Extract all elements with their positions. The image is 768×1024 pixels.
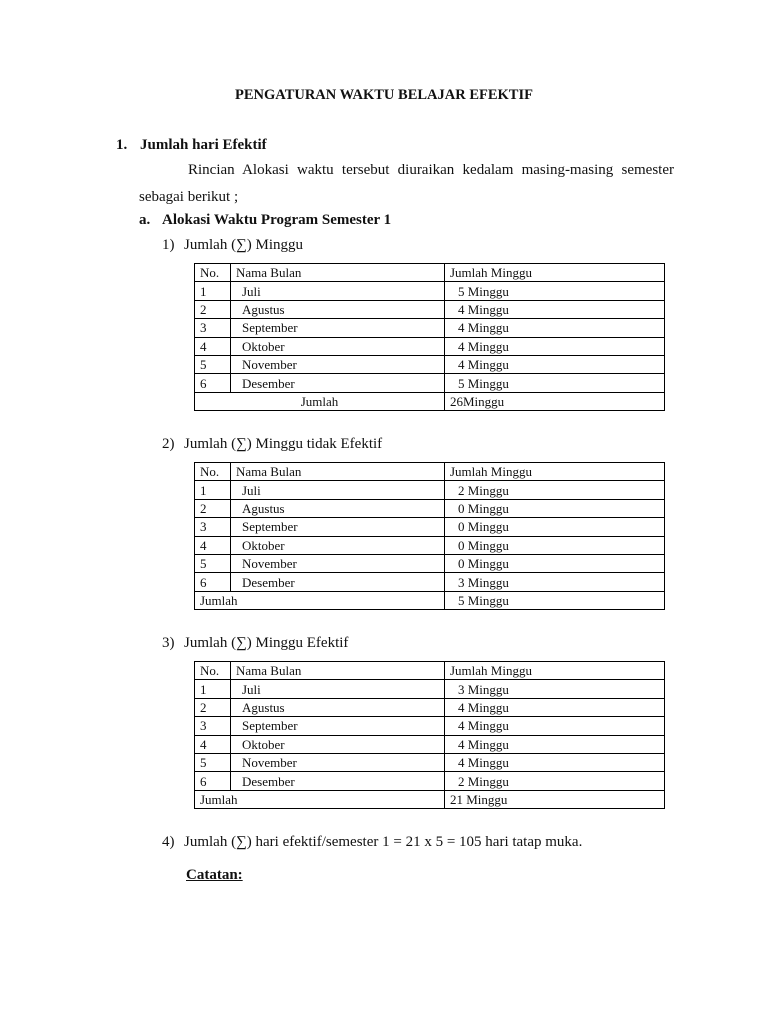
table3 — [194, 661, 665, 809]
table-total-row — [195, 392, 665, 410]
table1 — [194, 263, 665, 411]
table2-caption-text: Jumlah (∑) Minggu tidak Efektif — [184, 436, 383, 452]
header-nama-bulan: Nama Bulan — [231, 662, 445, 680]
table3-number: 3) — [162, 635, 175, 651]
cell-no: 2 — [195, 499, 231, 517]
total-value: 5 Minggu — [445, 591, 665, 609]
cell-jumlah: 0 Minggu — [445, 518, 665, 536]
table-header-row — [195, 264, 665, 282]
cell-no: 5 — [195, 355, 231, 373]
header-no: No. — [195, 662, 231, 680]
cell-bulan: Oktober — [231, 735, 445, 753]
cell-jumlah: 4 Minggu — [445, 698, 665, 716]
cell-no: 4 — [195, 337, 231, 355]
table-row — [195, 300, 665, 318]
total-value: 21 Minggu — [445, 790, 665, 808]
table-header-row — [195, 662, 665, 680]
table-row — [195, 499, 665, 517]
header-jumlah-minggu: Jumlah Minggu — [445, 264, 665, 282]
table-row — [195, 374, 665, 392]
summary-text: Jumlah (∑) hari efektif/semester 1 = 21 x 5 = 105 hari tatap muka. — [184, 834, 583, 850]
table-row — [195, 355, 665, 373]
cell-jumlah: 2 Minggu — [445, 772, 665, 790]
summary-line — [162, 834, 582, 851]
table-row — [195, 717, 665, 735]
table-row — [195, 481, 665, 499]
cell-bulan: September — [231, 319, 445, 337]
cell-no: 4 — [195, 536, 231, 554]
cell-no: 1 — [195, 282, 231, 300]
section-heading — [116, 137, 267, 154]
total-label: Jumlah — [195, 790, 445, 808]
cell-bulan: Agustus — [231, 499, 445, 517]
cell-jumlah: 4 Minggu — [445, 319, 665, 337]
cell-jumlah: 3 Minggu — [445, 573, 665, 591]
table1-number: 1) — [162, 237, 175, 253]
cell-bulan: September — [231, 717, 445, 735]
cell-bulan: November — [231, 753, 445, 771]
table-header-row — [195, 463, 665, 481]
table2-number: 2) — [162, 436, 175, 452]
table-row — [195, 518, 665, 536]
cell-bulan: Desember — [231, 374, 445, 392]
header-no: No. — [195, 264, 231, 282]
total-value: 26Minggu — [445, 392, 665, 410]
cell-jumlah: 4 Minggu — [445, 735, 665, 753]
cell-jumlah: 3 Minggu — [445, 680, 665, 698]
table-row — [195, 772, 665, 790]
cell-bulan: Agustus — [231, 698, 445, 716]
table-row — [195, 554, 665, 572]
header-no: No. — [195, 463, 231, 481]
cell-no: 3 — [195, 717, 231, 735]
table-row — [195, 735, 665, 753]
table-total-row — [195, 790, 665, 808]
header-jumlah-minggu: Jumlah Minggu — [445, 662, 665, 680]
cell-jumlah: 0 Minggu — [445, 536, 665, 554]
cell-no: 5 — [195, 554, 231, 572]
table1-caption-text: Jumlah (∑) Minggu — [184, 237, 304, 253]
cell-jumlah: 5 Minggu — [445, 374, 665, 392]
cell-bulan: Oktober — [231, 337, 445, 355]
table3-caption — [162, 635, 348, 652]
cell-jumlah: 5 Minggu — [445, 282, 665, 300]
table2 — [194, 462, 665, 610]
table-row — [195, 698, 665, 716]
subsection-number: a. — [139, 212, 151, 228]
table1-caption — [162, 237, 303, 254]
table-row — [195, 337, 665, 355]
subsection-title: Alokasi Waktu Program Semester 1 — [162, 212, 392, 228]
total-label: Jumlah — [195, 392, 445, 410]
cell-bulan: November — [231, 554, 445, 572]
cell-jumlah: 2 Minggu — [445, 481, 665, 499]
intro-paragraph-line1: Rincian Alokasi waktu tersebut diuraikan kedalam masing-masing semester — [188, 162, 674, 178]
subsection-heading — [139, 212, 391, 229]
header-jumlah-minggu: Jumlah Minggu — [445, 463, 665, 481]
cell-no: 4 — [195, 735, 231, 753]
cell-jumlah: 4 Minggu — [445, 717, 665, 735]
total-label: Jumlah — [195, 591, 445, 609]
cell-no: 2 — [195, 300, 231, 318]
cell-bulan: Desember — [231, 573, 445, 591]
section-number: 1. — [116, 137, 128, 153]
cell-no: 1 — [195, 481, 231, 499]
table-row — [195, 753, 665, 771]
cell-no: 6 — [195, 573, 231, 591]
table-row — [195, 573, 665, 591]
cell-no: 6 — [195, 374, 231, 392]
cell-no: 6 — [195, 772, 231, 790]
cell-bulan: Desember — [231, 772, 445, 790]
cell-no: 2 — [195, 698, 231, 716]
table-total-row — [195, 591, 665, 609]
section-title: Jumlah hari Efektif — [140, 137, 267, 153]
cell-bulan: November — [231, 355, 445, 373]
cell-jumlah: 4 Minggu — [445, 337, 665, 355]
intro-paragraph-line2: sebagai berikut ; — [139, 189, 239, 205]
header-nama-bulan: Nama Bulan — [231, 264, 445, 282]
table-row — [195, 319, 665, 337]
cell-no: 1 — [195, 680, 231, 698]
cell-jumlah: 4 Minggu — [445, 753, 665, 771]
cell-jumlah: 4 Minggu — [445, 355, 665, 373]
table-row — [195, 680, 665, 698]
cell-no: 3 — [195, 319, 231, 337]
summary-number: 4) — [162, 834, 175, 850]
cell-bulan: Juli — [231, 481, 445, 499]
cell-bulan: September — [231, 518, 445, 536]
table-row — [195, 282, 665, 300]
page-title: PENGATURAN WAKTU BELAJAR EFEKTIF — [235, 87, 533, 103]
table3-caption-text: Jumlah (∑) Minggu Efektif — [184, 635, 349, 651]
header-nama-bulan: Nama Bulan — [231, 463, 445, 481]
cell-no: 3 — [195, 518, 231, 536]
cell-jumlah: 0 Minggu — [445, 499, 665, 517]
table-row — [195, 536, 665, 554]
cell-jumlah: 4 Minggu — [445, 300, 665, 318]
cell-bulan: Oktober — [231, 536, 445, 554]
table2-caption — [162, 436, 382, 453]
note-heading: Catatan: — [186, 867, 243, 883]
cell-bulan: Juli — [231, 282, 445, 300]
cell-no: 5 — [195, 753, 231, 771]
cell-bulan: Agustus — [231, 300, 445, 318]
cell-bulan: Juli — [231, 680, 445, 698]
cell-jumlah: 0 Minggu — [445, 554, 665, 572]
